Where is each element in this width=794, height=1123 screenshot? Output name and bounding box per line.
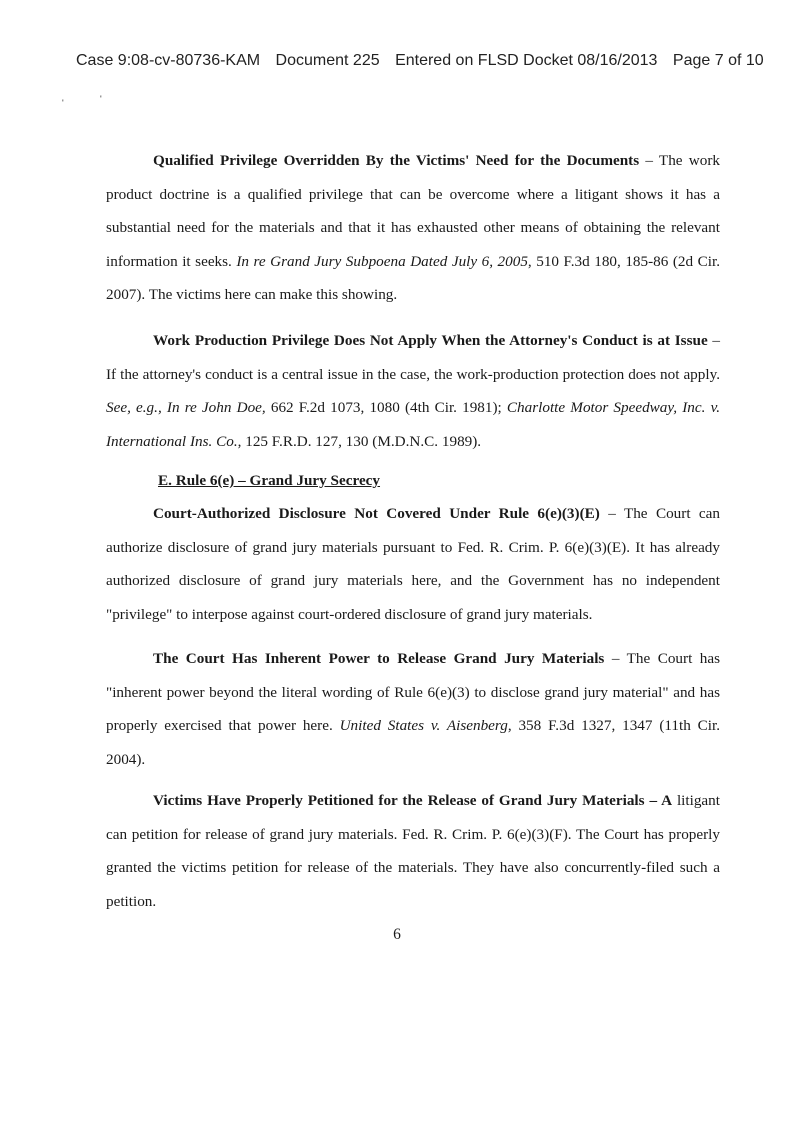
document-number: Document 225 (275, 52, 380, 69)
page-of-total: Page 7 of 10 (672, 52, 764, 69)
scan-mark: ' (62, 98, 64, 108)
section-heading: E. Rule 6(e) – Grand Jury Secrecy (158, 472, 381, 489)
docket-entry: Entered on FLSD Docket 08/16/2013 (395, 52, 658, 69)
docket-header (76, 52, 764, 70)
paragraph-victims-petition: Victims Have Properly Petitioned for the Release of Grand Jury Materials – A litigant can petition for release of grand jury materials. Fed. R. Crim. P. 6(e)(3)(F). The Court has properly granted the victims petition for release of the materials. They have also concurrently-filed such a petition. (106, 792, 720, 910)
paragraph-heading: Victims Have Properly Petitioned for the Release of Grand Jury Materials – A (153, 792, 673, 809)
case-citation: Charlotte Motor Speedway, Inc. v. International Ins. Co. (106, 399, 720, 450)
case-number: Case 9:08-cv-80736-KAM (76, 52, 261, 69)
paragraph-court-authorized: Court-Authorized Disclosure Not Covered Under Rule 6(e)(3)(E) – The Court can authorize disclosure of grand jury materials pursuant to Fed. R. Crim. P. 6(e)(3)(E). It has already authorized disclosure of grand jury materials here, and the Government has no independent "privilege" to interpose against court-ordered disclosure of grand jury materials. (106, 505, 721, 623)
paragraph-qualified-privilege: Qualified Privilege Overridden By the Victims' Need for the Documents – The work product doctrine is a qualified privilege that can be overcome where a litigant shows it has a substantial need for the materials and that it has exhausted other means of obtaining the relevant information it seeks. In re Grand Jury Subpoena Dated July 6, 2005, 510 F.3d 180, 185-86 (2d Cir. 2007). The victims here can make this showing. (106, 152, 720, 303)
paragraph-work-production: Work Production Privilege Does Not Apply When the Attorney's Conduct is at Issue – If the attorney's conduct is a central issue in the case, the work-production protection does not apply. See, e.g., In re John Doe, 662 F.2d 1073, 1080 (4th Cir. 1981); Charlotte Motor Speedway, Inc. v. International Ins. Co., 125 F.R.D. 127, 130 (M.D.N.C. 1989). (106, 332, 720, 450)
case-citation: In re Grand Jury Subpoena Dated July 6, 2005 (236, 252, 528, 270)
case-citation: See, e.g., In re John Doe, (106, 399, 266, 416)
scan-mark: ' (100, 94, 102, 104)
paragraph-heading: Court-Authorized Disclosure Not Covered Under Rule 6(e)(3)(E) (153, 505, 600, 522)
paragraph-heading: Work Production Privilege Does Not Apply When the Attorney's Conduct is at Issue (153, 332, 708, 349)
page-number: 6 (393, 926, 401, 943)
paragraph-inherent-power: The Court Has Inherent Power to Release Grand Jury Materials – The Court has "inherent power beyond the literal wording of Rule 6(e)(3) to disclose grand jury material" and has properly exercised that power here. United States v. Aisenberg, 358 F.3d 1327, 1347 (11th Cir. 2004). (106, 650, 721, 768)
paragraph-heading: The Court Has Inherent Power to Release Grand Jury Materials (153, 650, 605, 667)
paragraph-heading: Qualified Privilege Overridden By the Victims' Need for the Documents (153, 152, 640, 169)
case-citation: United States v. Aisenberg (339, 717, 508, 734)
